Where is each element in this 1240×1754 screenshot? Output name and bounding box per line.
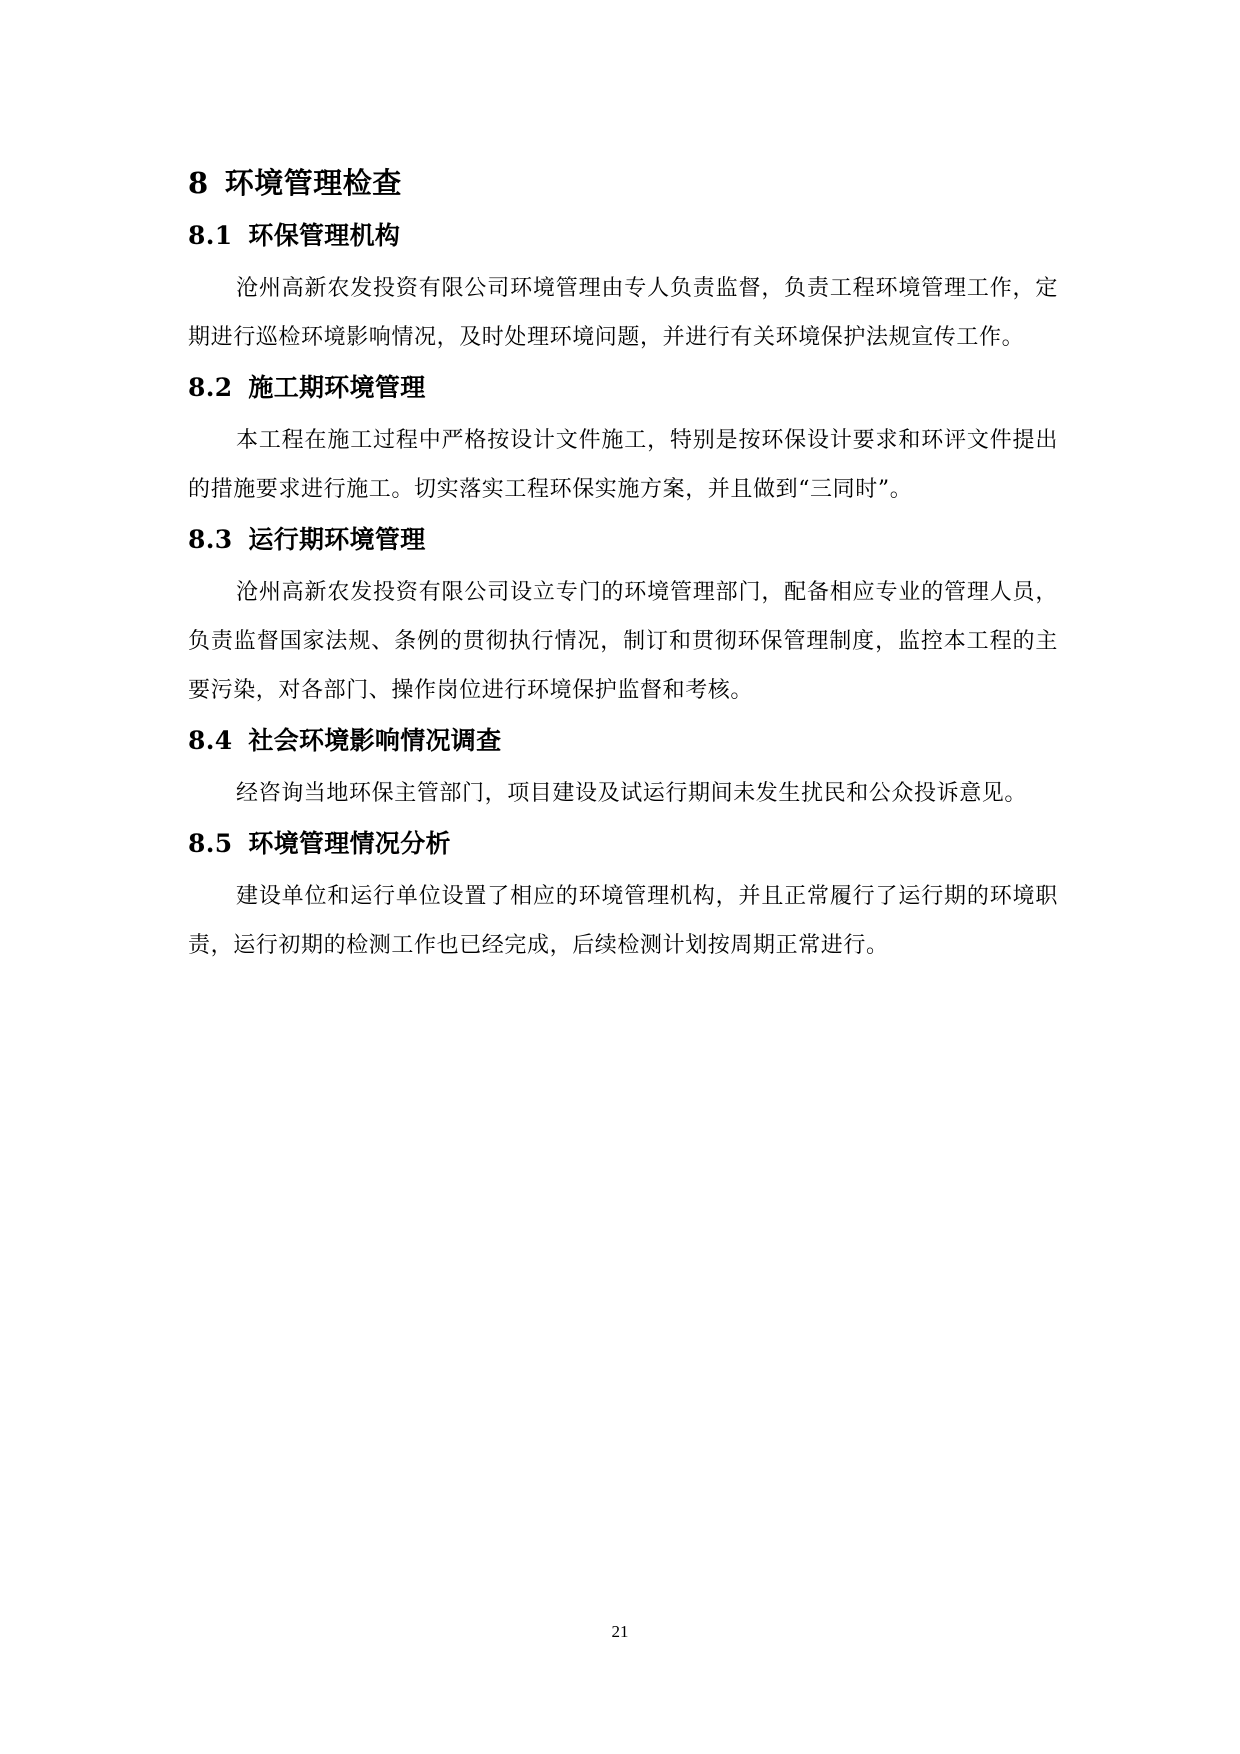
page-content <box>188 158 1058 974</box>
section-title: 社会环境影响情况调查 <box>248 726 502 755</box>
section-heading <box>188 719 1058 763</box>
section-title: 环境管理情况分析 <box>248 829 451 858</box>
section-paragraph: 经咨询当地环保主管部门，项目建设及试运行期间未发生扰民和公众投诉意见。 <box>236 781 1028 806</box>
section-number: 8.3 <box>188 525 233 554</box>
section-title: 运行期环境管理 <box>248 525 426 554</box>
section-8-1 <box>188 214 1058 362</box>
section-heading <box>188 822 1058 866</box>
section-paragraph: 本工程在施工过程中严格按设计文件施工，特别是按环保设计要求和环评文件提出的措施要求进行施工。切实落实工程环保实施方案，并且做到“三同时”。 <box>188 428 1058 502</box>
section-paragraph: 沧州高新农发投资有限公司环境管理由专人负责监督，负责工程环境管理工作，定期进行巡检环境影响情况，及时处理环境问题，并进行有关环境保护法规宣传工作。 <box>188 276 1058 350</box>
section-8-5 <box>188 822 1058 970</box>
chapter-title: 环境管理检查 <box>224 166 402 200</box>
section-paragraph: 建设单位和运行单位设置了相应的环境管理机构，并且正常履行了运行期的环境职责，运行初期的检测工作也已经完成，后续检测计划按周期正常进行。 <box>188 884 1058 958</box>
section-title: 环保管理机构 <box>248 221 401 250</box>
section-number: 8.1 <box>188 221 233 250</box>
chapter-heading <box>188 158 1058 208</box>
chapter-number: 8 <box>188 166 209 200</box>
section-title: 施工期环境管理 <box>248 373 426 402</box>
section-number: 8.4 <box>188 726 233 755</box>
section-8-3 <box>188 518 1058 715</box>
section-number: 8.2 <box>188 373 233 402</box>
section-heading <box>188 366 1058 410</box>
section-paragraph: 沧州高新农发投资有限公司设立专门的环境管理部门，配备相应专业的管理人员，负责监督国家法规、条例的贯彻执行情况，制订和贯彻环保管理制度，监控本工程的主要污染，对各部门、操作岗位进行环境保护监督和考核。 <box>188 580 1058 703</box>
section-number: 8.5 <box>188 829 233 858</box>
page-number: 21 <box>611 1622 629 1641</box>
section-8-2 <box>188 366 1058 514</box>
section-heading <box>188 518 1058 562</box>
section-heading <box>188 214 1058 258</box>
section-8-4 <box>188 719 1058 818</box>
